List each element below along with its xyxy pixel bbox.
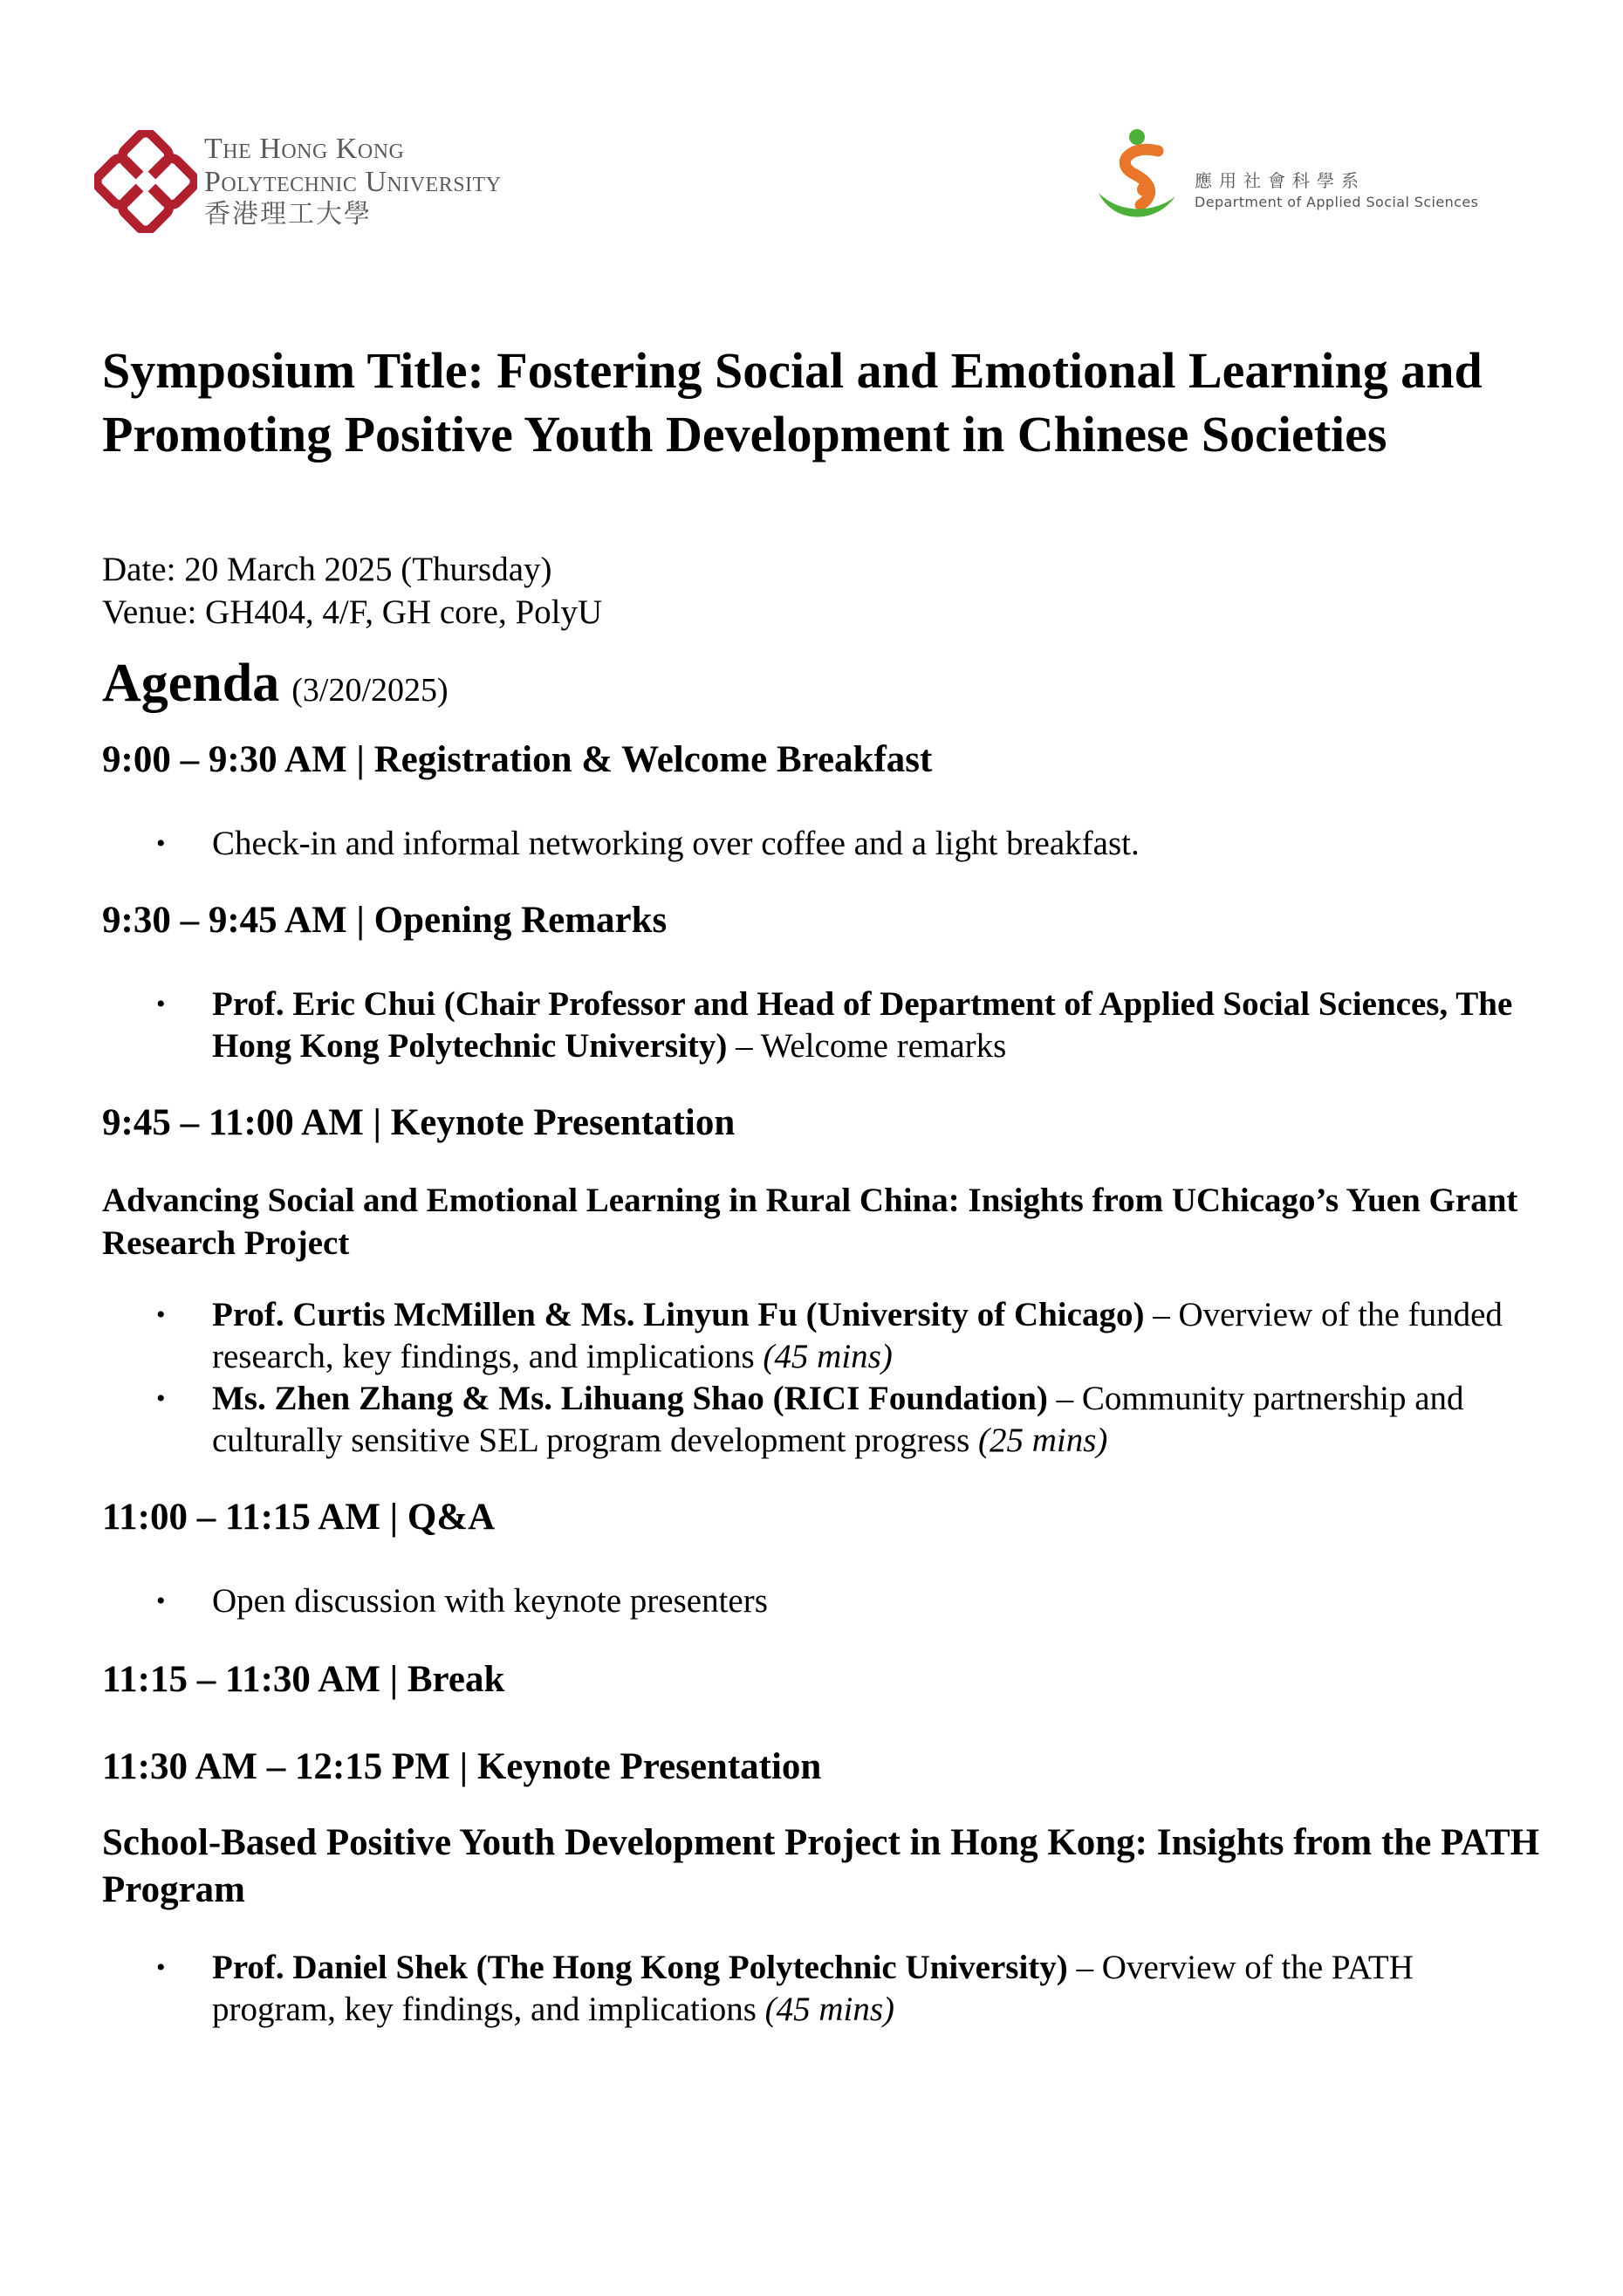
list-item xyxy=(102,1294,1542,1378)
duration: (45 mins) xyxy=(764,1991,895,2028)
speaker-name: Prof. Daniel Shek (The Hong Kong Polytechnic University) xyxy=(212,1949,1068,1986)
speaker-name: Prof. Eric Chui (Chair Professor and Head of Department of Applied Social Sciences, The Hong Kong Polytechnic University) xyxy=(212,985,1513,1065)
session-time-heading: 9:30 – 9:45 AM | Opening Remarks xyxy=(102,900,668,941)
speaker-name: Prof. Curtis McMillen & Ms. Linyun Fu (University of Chicago) xyxy=(212,1296,1145,1333)
event-venue: Venue: GH404, 4/F, GH core, PolyU xyxy=(102,593,603,631)
bullet-icon: • xyxy=(156,829,166,858)
event-meta xyxy=(102,548,1542,634)
bullet-text: Open discussion with keynote presenters xyxy=(212,1582,768,1620)
session-bullets xyxy=(102,1947,1542,2031)
apss-name-chinese: 應用社會科學系 xyxy=(1195,170,1366,191)
bullet-text: – Welcome remarks xyxy=(727,1027,1007,1065)
bullet-icon: • xyxy=(156,1384,166,1413)
polyu-name-line1: The Hong Kong xyxy=(204,133,405,165)
symposium-title: Symposium Title: Fostering Social and Emotional Learning and Promoting Positive Youth Development in Chinese Societies xyxy=(102,342,1483,463)
agenda-heading xyxy=(102,653,1542,715)
session-bullets xyxy=(102,823,1542,865)
bullet-icon: • xyxy=(156,1587,166,1615)
polyu-emblem-icon xyxy=(94,130,197,233)
session-time-heading: 11:00 – 11:15 AM | Q&A xyxy=(102,1497,496,1538)
session-bullets xyxy=(102,1580,1542,1622)
session-bullets xyxy=(102,1294,1542,1462)
session-time-heading: 11:30 AM – 12:15 PM | Keynote Presentation xyxy=(102,1746,822,1787)
event-date: Date: 20 March 2025 (Thursday) xyxy=(102,551,552,588)
polyu-logo xyxy=(94,129,502,234)
speaker-name: Ms. Zhen Zhang & Ms. Lihuang Shao (RICI Foundation) xyxy=(212,1380,1048,1417)
duration: (45 mins) xyxy=(763,1338,893,1375)
session-bullets xyxy=(102,984,1542,1067)
bullet-text: Check-in and informal networking over coffee and a light breakfast. xyxy=(212,825,1140,862)
duration: (25 mins) xyxy=(978,1422,1108,1459)
apss-name-english: Department of Applied Social Sciences xyxy=(1195,194,1479,210)
presentation-title: Advancing Social and Emotional Learning in Rural China: Insights from UChicago’s Yuen Grant Research Project xyxy=(102,1182,1518,1262)
list-item xyxy=(102,823,1542,865)
apss-logo xyxy=(1095,120,1478,234)
bullet-text: – Overview of the funded research, key findings, and implications xyxy=(212,1296,1503,1375)
polyu-name-line2: Polytechnic University xyxy=(204,166,502,198)
bullet-text: – Community partnership and culturally sensitive SEL program development progress xyxy=(212,1380,1464,1459)
session-time-heading: 11:15 – 11:30 AM | Break xyxy=(102,1659,505,1700)
presentation-title: School-Based Positive Youth Development Project in Hong Kong: Insights from the PATH Program xyxy=(102,1822,1540,1910)
list-item xyxy=(102,1947,1542,2031)
apss-emblem-icon xyxy=(1095,125,1182,230)
agenda-date: (3/20/2025) xyxy=(291,672,449,709)
list-item xyxy=(102,984,1542,1067)
document-content xyxy=(102,339,1542,2031)
bullet-text: – Overview of the PATH program, key findings, and implications xyxy=(212,1949,1414,2028)
list-item xyxy=(102,1580,1542,1622)
bullet-icon: • xyxy=(156,1300,166,1329)
session-time-heading: 9:00 – 9:30 AM | Registration & Welcome Breakfast xyxy=(102,739,933,780)
bullet-icon: • xyxy=(156,1953,166,1982)
polyu-name-chinese: 香港理工大學 xyxy=(204,199,372,230)
agenda-title: Agenda xyxy=(102,654,280,713)
bullet-icon: • xyxy=(156,990,166,1018)
list-item xyxy=(102,1378,1542,1462)
session-time-heading: 9:45 – 11:00 AM | Keynote Presentation xyxy=(102,1102,736,1143)
